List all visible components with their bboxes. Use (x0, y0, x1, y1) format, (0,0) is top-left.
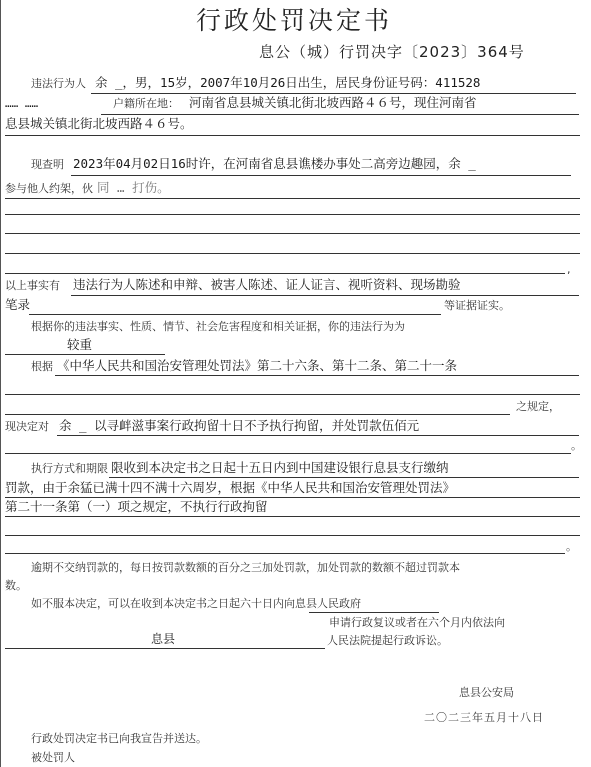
facts-line2-label: 参与他人约架，伙 (5, 182, 93, 195)
severity-value: 较重 (67, 337, 93, 352)
underline (71, 295, 579, 296)
severity-label: 根据你的违法事实、性质、情节、社会危害程度和相关证据，你的违法行为为 (31, 320, 405, 333)
overdue-line1: 逾期不交纳罚款的，每日按罚款数额的百分之三加处罚款，加处罚款的数额不超过罚款本 (31, 561, 460, 574)
underline (5, 394, 580, 395)
underline (5, 273, 565, 274)
underline (5, 354, 165, 355)
decision-label: 现决定对 (5, 420, 49, 433)
decision-value: 余 _ 以寻衅滋事案行政拘留十日不予执行拘留，并处罚款伍佰元 (59, 418, 420, 433)
underline (55, 375, 579, 376)
violator-line2: 河南省息县城关镇北街北坡西路４６号，现住河南省 (189, 95, 477, 110)
violator-line1: 余 _，男，15岁，2007年10月26日出生，居民身份证号码：411528 (95, 75, 481, 90)
issuing-authority: 息县公安局 (459, 686, 514, 699)
execution-line1: 限收到本决定书之日起十五日内到中国建设银行息县支行缴纳 (111, 460, 449, 475)
evidence-line1: 违法行为人陈述和申辩、被害人陈述、证人证言、视听资料、现场勘验 (73, 277, 461, 292)
receipt-line2: 被处罚人 (31, 751, 75, 764)
underline (5, 535, 580, 536)
law-value: 《中华人民共和国治安管理处罚法》第二十六条、第十二条、第二十一条 (57, 358, 458, 373)
underline (5, 214, 580, 215)
household-label: 户籍所在地： (113, 97, 179, 110)
underline (57, 435, 579, 436)
law-tail: 之规定， (516, 400, 560, 413)
overdue-line2: 数。 (5, 579, 27, 592)
violator-line3: 息县城关镇北街北坡西路４６号。 (5, 116, 193, 131)
execution-end: 。 (566, 540, 577, 553)
violator-label: 违法行为人 (31, 77, 86, 90)
law-label: 根据 (31, 360, 53, 373)
execution-line2: 罚款，由于余猛已满十四不满十六周岁，根据《中华人民共和国治安管理处罚法》 (5, 480, 456, 495)
facts-label: 现查明 (31, 158, 64, 171)
underline (5, 497, 580, 498)
comma-mark: , (567, 263, 571, 276)
underline (5, 453, 571, 454)
execution-line3: 第二十一条第（一）项之规定，不执行行政拘留 (5, 499, 268, 514)
execution-label: 执行方式和期限 (31, 462, 108, 475)
evidence-line2: 笔录 (5, 297, 31, 312)
underline (5, 553, 565, 554)
document-title: 行政处罚决定书 (196, 6, 393, 35)
appeal-line3: 人民法院提起行政诉讼。 (327, 634, 448, 647)
issue-date: 二〇二三年五月十八日 (424, 711, 544, 724)
underline (309, 612, 439, 613)
decision-end: 。 (571, 439, 582, 452)
violator-id-tail: …… …… (5, 97, 39, 110)
underline (5, 198, 580, 199)
underline (5, 253, 580, 254)
appeal-court-prefix: 息县 (151, 632, 176, 646)
evidence-tail: 等证据证实。 (444, 299, 510, 312)
underline (5, 516, 580, 517)
underline (109, 477, 579, 478)
facts-line1: 2023年04月02日16时许，在河南省息县谯楼办事处二高旁边趣园，余 _ (73, 156, 476, 171)
underline (101, 114, 579, 115)
underline (71, 175, 571, 176)
receipt-line1: 行政处罚决定书已向我宣告并送达。 (31, 732, 207, 745)
underline (5, 233, 580, 234)
underline (5, 414, 510, 415)
facts-line2: 同 … 打伤。 (97, 180, 170, 195)
underline (5, 648, 325, 649)
appeal-line2: 申请行政复议或者在六个月内依法向 (329, 616, 505, 629)
evidence-label: 以上事实有 (5, 279, 60, 292)
underline (5, 135, 580, 136)
underline (29, 314, 441, 315)
document-number: 息公（城）行罚决字〔2023〕364号 (259, 43, 525, 61)
appeal-line1: 如不服本决定，可以在收到本决定书之日起六十日内向息县人民政府 (31, 597, 361, 610)
underline (91, 93, 576, 94)
